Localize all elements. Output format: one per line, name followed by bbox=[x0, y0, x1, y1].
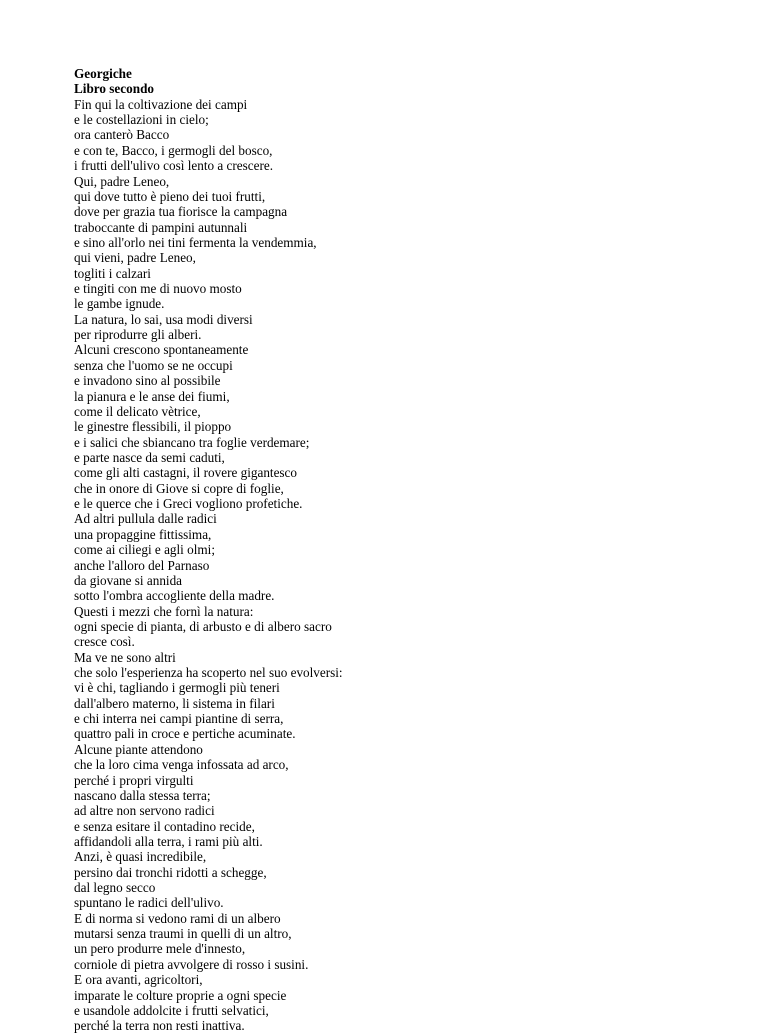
poem-line: e invadono sino al possibile bbox=[74, 373, 221, 389]
poem-line: e sino all'orlo nei tini fermenta la vendemmia, bbox=[74, 234, 317, 250]
poem-line: come gli alti castagni, il rovere gigantesco bbox=[74, 465, 298, 481]
poem-line: Ad altri pullula dalle radici bbox=[74, 511, 217, 527]
poem-line: vi è chi, tagliando i germogli più teneri bbox=[74, 680, 280, 696]
poem-line: perché i propri virgulti bbox=[74, 772, 194, 788]
poem-line: qui vieni, padre Leneo, bbox=[74, 250, 196, 266]
poem-body bbox=[74, 97, 754, 1034]
poem-line: i frutti dell'ulivo così lento a crescere. bbox=[74, 158, 274, 174]
poem-line: e con te, Bacco, i germogli del bosco, bbox=[74, 142, 273, 158]
poem-line: traboccante di pampini autunnali bbox=[74, 219, 248, 235]
poem-line: e senza esitare il contadino recide, bbox=[74, 818, 255, 834]
poem-line: Ma ve ne sono altri bbox=[74, 649, 176, 665]
poem-line: La natura, lo sai, usa modi diversi bbox=[74, 311, 253, 327]
poem-line: da giovane si annida bbox=[74, 572, 183, 588]
poem-line: le gambe ignude. bbox=[74, 296, 165, 312]
poem-line: la pianura e le anse dei fiumi, bbox=[74, 388, 230, 404]
poem-line: qui dove tutto è pieno dei tuoi frutti, bbox=[74, 188, 266, 204]
poem-line: imparate le colture proprie a ogni specie bbox=[74, 987, 287, 1003]
poem-line: e le costellazioni in cielo; bbox=[74, 112, 209, 128]
poem-line: anche l'alloro del Parnaso bbox=[74, 557, 210, 573]
poem-line: come ai ciliegi e agli olmi; bbox=[74, 542, 215, 558]
poem-line: le ginestre flessibili, il pioppo bbox=[74, 419, 232, 435]
poem-line: ogni specie di pianta, di arbusto e di albero sacro bbox=[74, 618, 332, 634]
poem-line: quattro pali in croce e pertiche acuminate. bbox=[74, 726, 296, 742]
poem-line: ad altre non servono radici bbox=[74, 803, 215, 819]
poem-line: senza che l'uomo se ne occupi bbox=[74, 357, 233, 373]
poem-line: persino dai tronchi ridotti a schegge, bbox=[74, 864, 267, 880]
poem-line: e le querce che i Greci vogliono profetiche. bbox=[74, 496, 303, 512]
poem-line: per riprodurre gli alberi. bbox=[74, 327, 202, 343]
document-page bbox=[74, 66, 754, 1034]
poem-line: Questi i mezzi che fornì la natura: bbox=[74, 603, 254, 619]
poem-line: e chi interra nei campi piantine di serra, bbox=[74, 711, 284, 727]
poem-line: togliti i calzari bbox=[74, 265, 151, 281]
poem-line: una propaggine fittissima, bbox=[74, 526, 212, 542]
poem-line: mutarsi senza traumi in quelli di un altro, bbox=[74, 926, 292, 942]
poem-line: e usandole addolcite i frutti selvatici, bbox=[74, 1002, 269, 1018]
poem-line: che in onore di Giove si copre di foglie, bbox=[74, 480, 284, 496]
poem-line: affidandoli alla terra, i rami più alti. bbox=[74, 833, 263, 849]
poem-line: e parte nasce da semi caduti, bbox=[74, 449, 225, 465]
poem-line: E ora avanti, agricoltori, bbox=[74, 972, 203, 988]
poem-line: corniole di pietra avvolgere di rosso i susini. bbox=[74, 956, 309, 972]
poem-line: nascano dalla stessa terra; bbox=[74, 787, 211, 803]
poem-line: E di norma si vedono rami di un albero bbox=[74, 910, 281, 926]
poem-line: dall'albero materno, li sistema in filari bbox=[74, 695, 275, 711]
poem-line: e i salici che sbiancano tra foglie verdemare; bbox=[74, 434, 310, 450]
poem-line: ora canterò Bacco bbox=[74, 127, 170, 143]
poem-line: Alcune piante attendono bbox=[74, 741, 203, 757]
poem-line: sotto l'ombra accogliente della madre. bbox=[74, 588, 275, 604]
poem-line: spuntano le radici dell'ulivo. bbox=[74, 895, 224, 911]
poem-line: e tingiti con me di nuovo mosto bbox=[74, 281, 242, 297]
poem-line: perché la terra non resti inattiva. bbox=[74, 1018, 245, 1034]
poem-line: come il delicato vètrice, bbox=[74, 403, 201, 419]
poem-line: Anzi, è quasi incredibile, bbox=[74, 849, 207, 865]
poem-line: che solo l'esperienza ha scoperto nel suo evolversi: bbox=[74, 665, 343, 681]
poem-line: Alcuni crescono spontaneamente bbox=[74, 342, 249, 358]
document-subtitle: Libro secondo bbox=[74, 81, 154, 97]
poem-line: Qui, padre Leneo, bbox=[74, 173, 170, 189]
poem-line: che la loro cima venga infossata ad arco, bbox=[74, 757, 289, 773]
poem-line: un pero produrre mele d'innesto, bbox=[74, 941, 246, 957]
document-title: Georgiche bbox=[74, 66, 132, 81]
poem-line: Fin qui la coltivazione dei campi bbox=[74, 96, 248, 112]
poem-line: cresce così. bbox=[74, 634, 135, 650]
poem-line: dove per grazia tua fiorisce la campagna bbox=[74, 204, 288, 220]
poem-line: dal legno secco bbox=[74, 880, 156, 896]
